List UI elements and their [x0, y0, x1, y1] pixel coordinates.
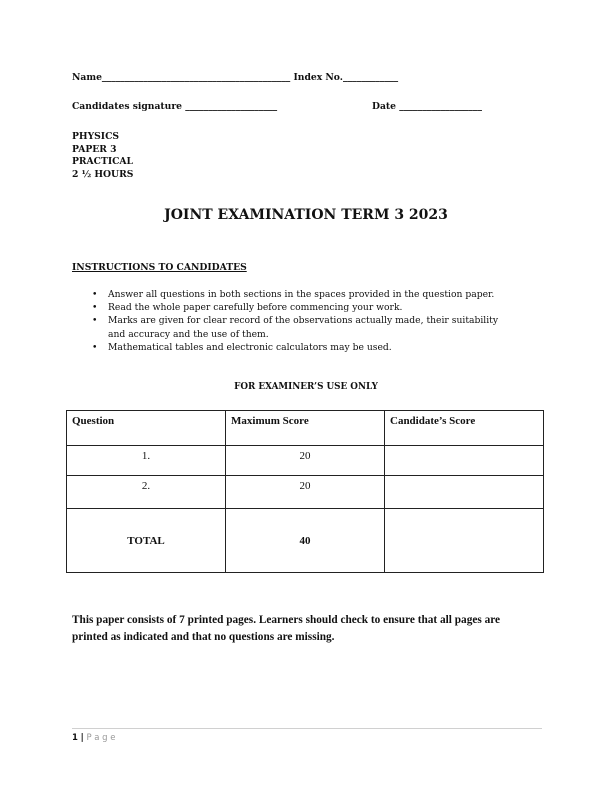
name-blank[interactable]: _________________________________________ [101, 72, 291, 83]
index-label: Index No. [293, 72, 343, 83]
paper-number: PAPER 3 [72, 143, 117, 155]
page-label: P a g e [86, 733, 116, 743]
duration: 2 ½ HOURS [72, 169, 134, 181]
column-header: Maximum Score [226, 411, 385, 446]
index-blank[interactable]: ____________ [342, 72, 399, 83]
candidate-score-cell[interactable] [385, 446, 544, 476]
page-title: JOINT EXAMINATION TERM 3 2023 [164, 207, 448, 223]
signature-field[interactable] [72, 101, 277, 112]
max-score-cell: 20 [226, 476, 385, 509]
date-field[interactable] [372, 101, 482, 112]
paper-info [72, 131, 133, 182]
date-label: Date [372, 101, 397, 112]
page-number: 1 [72, 733, 78, 743]
note-line: This paper consists of 7 printed pages. Learners should check to ensure that all pages are [72, 614, 501, 626]
max-score-cell: 20 [226, 446, 385, 476]
signature-blank[interactable]: ____________________ [185, 101, 278, 112]
total-row [67, 509, 544, 573]
list-item: • Answer all questions in both sections in the spaces provided in the question paper. [92, 289, 495, 300]
name-field[interactable] [72, 72, 398, 83]
table-header-row [67, 411, 544, 446]
list-item-continued: and accuracy and the use of them. [108, 328, 269, 340]
column-header: Candidate’s Score [385, 411, 544, 446]
question-cell: 1. [67, 446, 226, 476]
column-header: Question [67, 411, 226, 446]
table-row [67, 446, 544, 476]
table-row [67, 476, 544, 509]
name-label: Name [72, 72, 102, 83]
note-line: printed as indicated and that no questions are missing. [72, 631, 335, 643]
footer-separator: | [80, 733, 84, 743]
score-table [66, 410, 544, 573]
list-item: • Mathematical tables and electronic calculators may be used. [92, 341, 392, 353]
candidate-score-cell[interactable] [385, 476, 544, 509]
page-count-note [72, 612, 500, 646]
page-footer [72, 733, 116, 743]
question-cell: 2. [67, 476, 226, 509]
total-candidate-score[interactable] [385, 509, 544, 573]
signature-label: Candidates signature [72, 101, 183, 112]
subject: PHYSICS [72, 131, 120, 142]
total-label: TOTAL [67, 509, 226, 573]
instructions-heading: INSTRUCTIONS TO CANDIDATES [72, 262, 247, 273]
list-item: • Marks are given for clear record of the observations actually made, their suitability [92, 315, 499, 327]
footer-divider [72, 728, 542, 729]
examiner-heading: FOR EXAMINER’S USE ONLY [234, 382, 378, 392]
paper-type: PRACTICAL [72, 156, 134, 168]
instructions-list [92, 288, 499, 354]
list-item: • Read the whole paper carefully before commencing your work. [92, 302, 403, 314]
total-max-score: 40 [226, 509, 385, 573]
date-blank[interactable]: __________________ [399, 101, 482, 112]
